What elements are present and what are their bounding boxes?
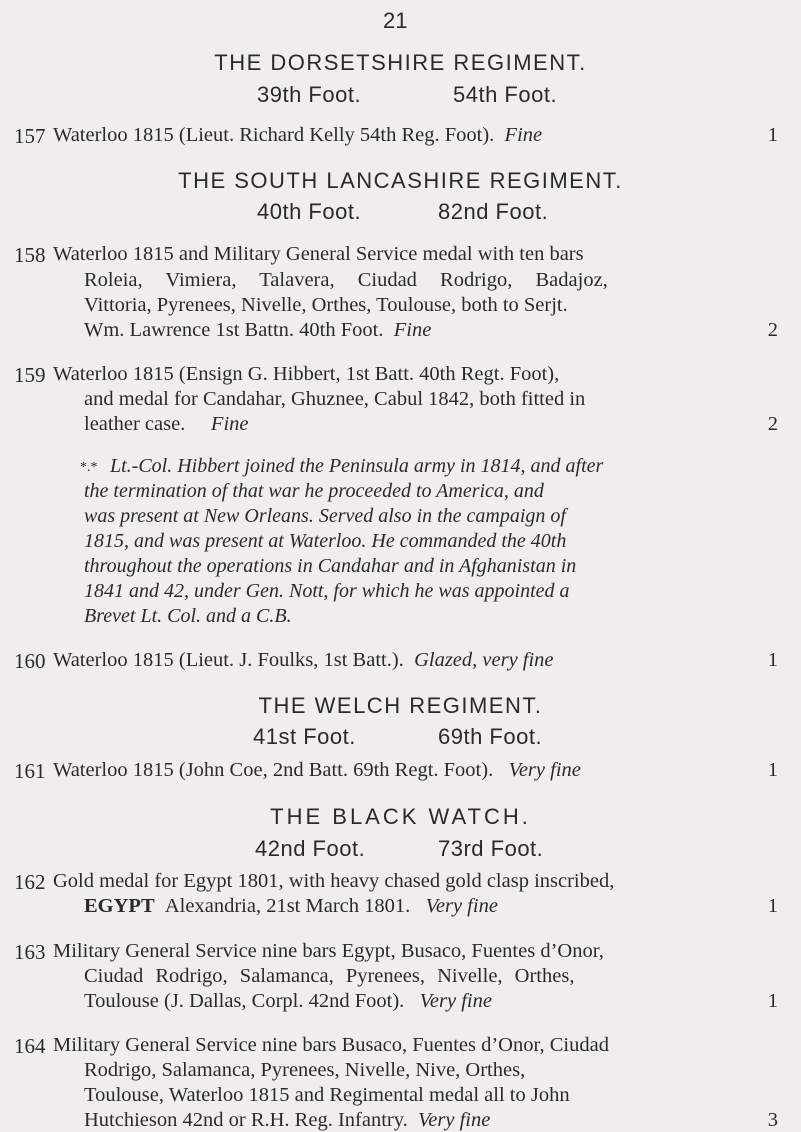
lot-price: 1: [767, 895, 778, 917]
lot-description: [53, 649, 554, 672]
lot-text: Roleia, Vimiera, Talavera, Ciudad Rodrigo, Badajoz,: [84, 269, 608, 291]
note-marker: *.*: [80, 460, 98, 475]
lot-text: Waterloo 1815 and Military General Service medal with ten bars: [53, 243, 584, 265]
lot-grade: Very fine: [425, 895, 498, 917]
lot-text: Ciudad Rodrigo, Salamanca, Pyrenees, Nivelle, Orthes,: [84, 965, 575, 987]
lot-text: Toulouse, Waterloo 1815 and Regimental medal all to John: [84, 1084, 570, 1106]
lot-price: 2: [767, 319, 778, 341]
lot-price: 1: [767, 649, 778, 671]
lot-grade: Very fine: [418, 1109, 491, 1131]
lot-text: Gold medal for Egypt 1801, with heavy chased gold clasp inscribed,: [53, 870, 615, 892]
lot-text: Rodrigo, Salamanca, Pyrenees, Nivelle, Nive, Orthes,: [84, 1059, 526, 1081]
foot-number-left: 41st Foot.: [253, 724, 356, 749]
foot-number-left: 42nd Foot.: [255, 836, 366, 861]
lot-grade: Fine: [504, 124, 543, 146]
lot-grade: Fine: [210, 413, 249, 435]
foot-number-right: 69th Foot.: [438, 724, 543, 749]
lot-description: [84, 895, 498, 918]
foot-number-right: 54th Foot.: [453, 82, 558, 107]
lot-grade: Very fine: [419, 990, 492, 1012]
lot-number: 160: [14, 649, 46, 673]
lot-description: [84, 413, 249, 436]
lot-text: Vittoria, Pyrenees, Nivelle, Orthes, Toulouse, both to Serjt.: [84, 294, 568, 316]
lot-price: 1: [767, 990, 778, 1012]
lot-text: Waterloo 1815 (John Coe, 2nd Batt. 69th Regt. Foot).: [53, 759, 494, 781]
lot-number: 164: [14, 1034, 46, 1058]
foot-number-right: 82nd Foot.: [438, 199, 549, 224]
lot-description: [53, 124, 542, 147]
lot-number: 161: [14, 759, 46, 783]
lot-number: 158: [14, 243, 46, 267]
page-number: 21: [383, 8, 408, 33]
foot-number-left: 39th Foot.: [257, 82, 362, 107]
regiment-heading: THE SOUTH LANCASHIRE REGIMENT.: [178, 168, 623, 193]
lot-price: 2: [767, 413, 778, 435]
regiment-heading: THE DORSETSHIRE REGIMENT.: [214, 50, 587, 75]
lot-description: [53, 759, 581, 782]
lot-number: 163: [14, 940, 46, 964]
lot-text: Military General Service nine bars Egypt, Busaco, Fuentes d’Onor,: [53, 940, 604, 962]
lot-text: Waterloo 1815 (Ensign G. Hibbert, 1st Batt. 40th Regt. Foot),: [53, 363, 560, 385]
note-line: the termination of that war he proceeded to America, and: [84, 480, 544, 502]
lot-price: 1: [767, 124, 778, 146]
lot-text: Wm. Lawrence 1st Battn. 40th Foot.: [84, 319, 384, 341]
lot-grade: Glazed, very fine: [414, 649, 554, 671]
foot-number-right: 73rd Foot.: [438, 836, 544, 861]
lot-number: 159: [14, 363, 46, 387]
lot-price: 1: [767, 759, 778, 781]
note-line: was present at New Orleans. Served also in the campaign of: [84, 505, 566, 527]
lot-number: 157: [14, 124, 46, 148]
lot-description: [84, 1109, 490, 1132]
lot-grade: Fine: [393, 319, 432, 341]
lot-text: leather case.: [84, 413, 186, 435]
regiment-heading: THE BLACK WATCH.: [270, 804, 531, 829]
lot-price: 3: [767, 1109, 778, 1131]
lot-description: [84, 319, 431, 342]
note-line: 1815, and was present at Waterloo. He commanded the 40th: [84, 530, 567, 552]
lot-text: Waterloo 1815 (Lieut. J. Foulks, 1st Batt.).: [53, 649, 404, 671]
note-line: throughout the operations in Candahar and in Afghanistan in: [84, 555, 577, 577]
lot-text: Waterloo 1815 (Lieut. Richard Kelly 54th Reg. Foot).: [53, 124, 495, 146]
lot-text: Hutchieson 42nd or R.H. Reg. Infantry.: [84, 1109, 408, 1131]
lot-text: Alexandria, 21st March 1801.: [164, 895, 411, 917]
note-line: Brevet Lt. Col. and a C.B.: [84, 605, 292, 627]
lot-text: Toulouse (J. Dallas, Corpl. 42nd Foot).: [84, 990, 405, 1012]
note-line: 1841 and 42, under Gen. Nott, for which he was appointed a: [84, 580, 570, 602]
lot-bold-text: EGYPT: [84, 895, 155, 917]
lot-grade: Very fine: [508, 759, 581, 781]
regiment-heading: THE WELCH REGIMENT.: [258, 693, 543, 718]
lot-description: [84, 990, 492, 1013]
lot-text: and medal for Candahar, Ghuznee, Cabul 1842, both fitted in: [84, 388, 586, 410]
foot-number-left: 40th Foot.: [257, 199, 362, 224]
lot-text: Military General Service nine bars Busaco, Fuentes d’Onor, Ciudad: [53, 1034, 609, 1056]
lot-number: 162: [14, 870, 46, 894]
note-line: Lt.-Col. Hibbert joined the Peninsula army in 1814, and after: [110, 455, 604, 477]
